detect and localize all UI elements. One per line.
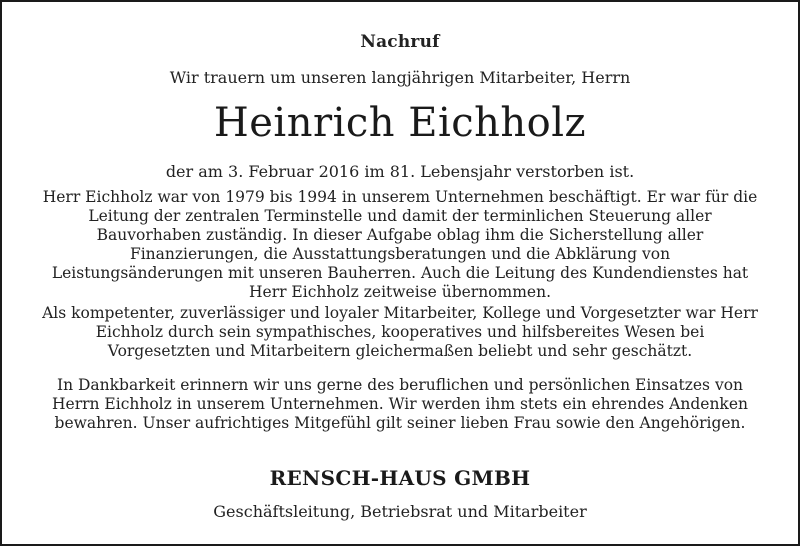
career-paragraph: Herr Eichholz war von 1979 bis 1994 in unserem Unternehmen beschäftigt. Er war für die Leitung der zentralen Terminstelle und damit der terminlichen Steuerung aller Bauvorhaben zuständig. In dieser Aufgabe oblag ihm die Sicherstellung aller Finanzierungen, die Ausstattungsberatungen und die Abklärung von Leistungsänderungen mit unseren Bauherren. Auch die Leitung des Kundendienstes hat Herr Eichholz zeitweise übernommen. xyxy=(42,188,758,301)
character-paragraph: Als kompetenter, zuverlässiger und loyaler Mitarbeiter, Kollege und Vorgesetzter war Herr Eichholz durch sein sympathisches, kooperatives und hilfsbereites Wesen bei Vorgesetzten und Mitarbeitern gleichermaßen beliebt und sehr geschätzt. xyxy=(42,304,758,360)
death-date-line: der am 3. Februar 2016 im 81. Lebensjahr verstorben ist. xyxy=(165,162,635,181)
condolence-paragraph: In Dankbarkeit erinnern wir uns gerne des beruflichen und persönlichen Einsatzes von Herrn Eichholz in unserem Unternehmen. Wir werden ihm stets ein ehrendes Andenken bewahren. Unser aufrichtiges Mitgefühl gilt seiner lieben Frau sowie den Angehörigen. xyxy=(52,376,748,432)
deceased-name: Heinrich Eichholz xyxy=(213,100,587,146)
intro-line: Wir trauern um unseren langjährigen Mitarbeiter, Herrn xyxy=(169,68,631,87)
signatories-line: Geschäftsleitung, Betriebsrat und Mitarbeiter xyxy=(213,502,587,521)
company-name: RENSCH-HAUS GMBH xyxy=(269,466,531,490)
notice-kicker: Nachruf xyxy=(360,32,440,52)
